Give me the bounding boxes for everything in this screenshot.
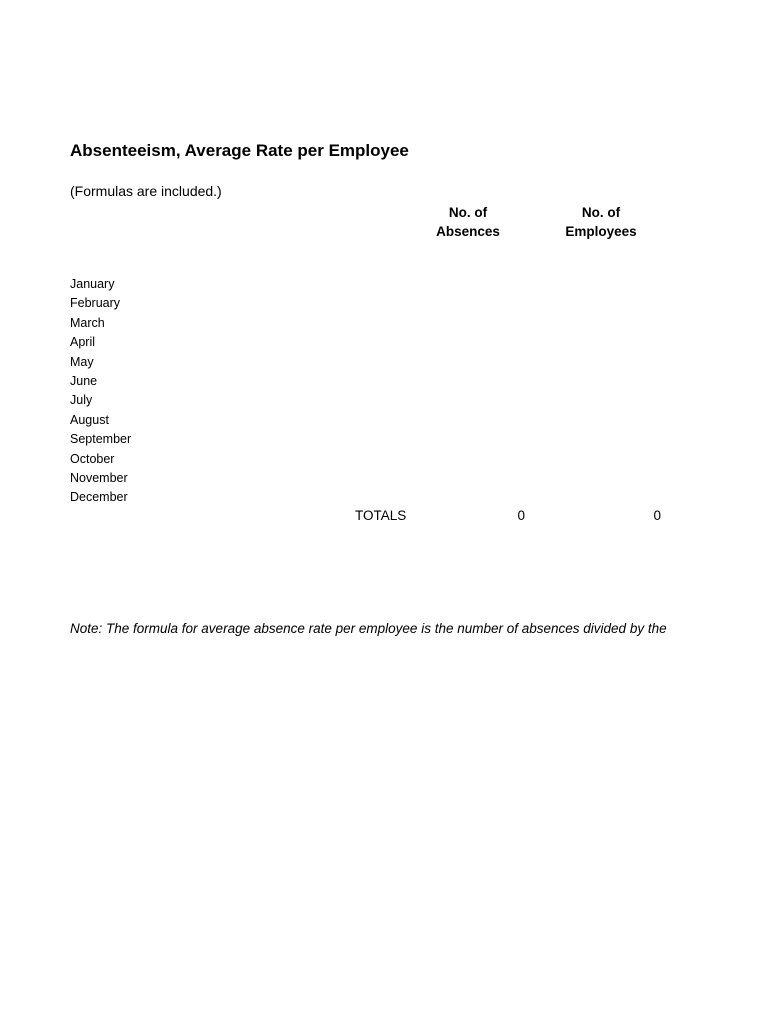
month-row-august: August [70, 412, 109, 427]
month-row-june: June [70, 373, 98, 388]
month-row-september: September [70, 432, 132, 447]
month-row-april: April [70, 335, 96, 350]
formula-note: Note: The formula for average absence rate per employee is the number of absences divided by the [70, 621, 667, 636]
column-header-absences-line1: No. of [448, 205, 488, 220]
month-row-march: March [70, 315, 105, 330]
month-row-january: January [70, 277, 115, 291]
column-header-employees-line2: Employees [565, 224, 637, 239]
column-header-employees [551, 203, 651, 241]
totals-label: TOTALS [355, 508, 407, 523]
total-absences-value: 0 [517, 508, 525, 523]
total-employees-value: 0 [653, 508, 661, 523]
subtitle: (Formulas are included.) [70, 183, 222, 199]
month-row-october: October [70, 451, 115, 466]
month-row-december: December [70, 490, 128, 505]
month-row-november: November [70, 470, 128, 485]
column-header-employees-line1: No. of [581, 205, 621, 220]
column-header-absences-line2: Absences [436, 224, 500, 239]
month-list [70, 275, 131, 508]
page-title: Absenteeism, Average Rate per Employee [70, 141, 409, 160]
month-row-july: July [70, 393, 93, 408]
month-row-february: February [70, 296, 121, 311]
column-header-absences [418, 203, 518, 241]
month-row-may: May [70, 354, 94, 369]
